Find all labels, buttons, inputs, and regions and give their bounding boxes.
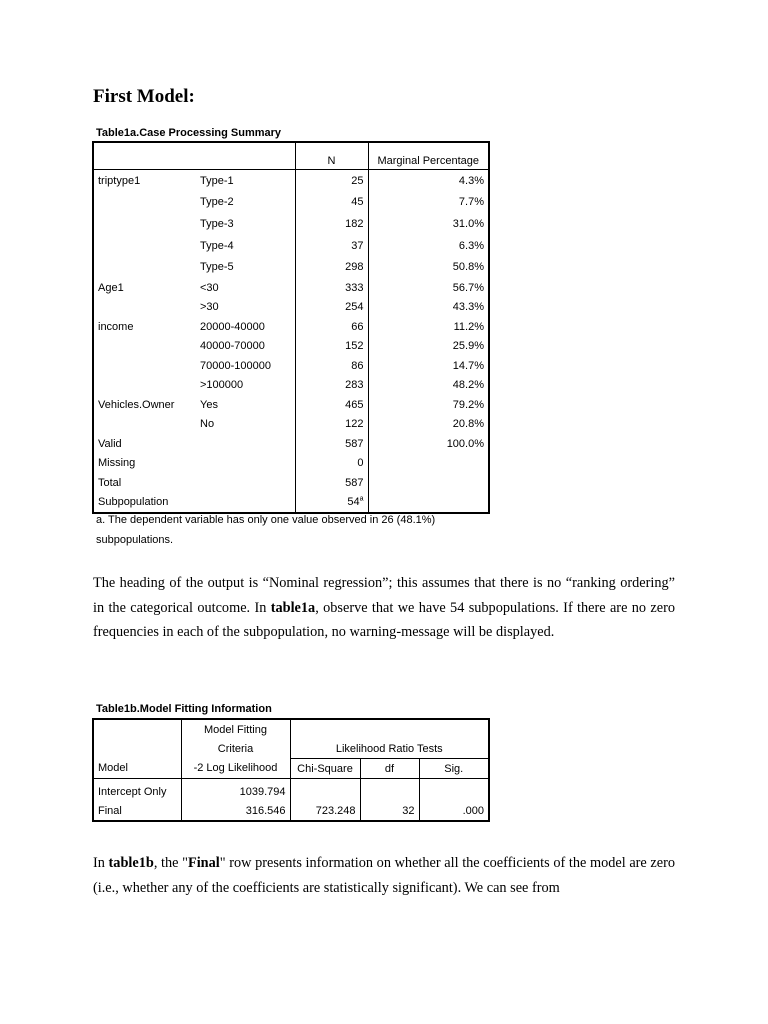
row-percentage-value: [368, 453, 489, 473]
header-neg2-log-likelihood: -2 Log Likelihood: [181, 759, 290, 779]
row-category-label: No: [200, 418, 215, 431]
row-percentage-value: 25.9%: [368, 336, 489, 356]
paragraph-text: The heading of the output is “Nominal regression”; this assumes that there is no “ranking ordering” in the categorical outcome. In: [93, 575, 675, 616]
table1a-footnote-line1: a. The dependent variable has only one value observed in 26 (48.1%): [96, 514, 436, 526]
row-n-value: 0: [295, 453, 368, 473]
header-blank: [290, 719, 489, 739]
row-group-label: Age1: [98, 281, 124, 294]
row-n-value: 25: [295, 170, 368, 192]
row-percentage-value: 50.8%: [368, 256, 489, 278]
row-n-value: 86: [295, 356, 368, 376]
row-category-label: Type-4: [200, 239, 234, 252]
case-processing-summary-table: [92, 141, 490, 514]
paragraph-2: [93, 851, 675, 900]
row-category-label: 20000-40000: [200, 320, 265, 333]
paragraph-1: [93, 571, 675, 645]
row-sig: .000: [419, 801, 489, 821]
row-percentage-value: 43.3%: [368, 297, 489, 317]
paragraph-bold: table1a: [270, 599, 316, 616]
row-n-value: 122: [295, 414, 368, 434]
row-model-label: Final: [98, 804, 122, 817]
row-category-label: 70000-100000: [200, 359, 271, 372]
table-row: [93, 317, 489, 337]
row-group-label: [93, 297, 196, 317]
table-row: [93, 414, 489, 434]
paragraph-bold: table1b: [108, 855, 154, 871]
row-n-value: 152: [295, 336, 368, 356]
table-row: [93, 801, 489, 821]
row-n-value: 283: [295, 375, 368, 395]
row-group-label: [93, 213, 196, 235]
row-df: 32: [360, 801, 419, 821]
row-chi-square: 723.248: [290, 801, 360, 821]
row-group-label: Subpopulation: [98, 496, 169, 509]
row-group-label: [93, 256, 196, 278]
row-n-value: 254: [295, 297, 368, 317]
table-row: [93, 213, 489, 235]
header-marginal-percentage: Marginal Percentage: [368, 142, 489, 170]
table-row: [93, 434, 489, 454]
paragraph-text: In: [93, 855, 109, 871]
table1b-caption: Table1b.Model Fitting Information: [96, 703, 272, 715]
row-n-value: 54$^a$: [295, 492, 368, 513]
row-group-label: [93, 356, 196, 376]
row-n-value: 587: [295, 434, 368, 454]
table-row: [93, 375, 489, 395]
header-blank: [196, 142, 295, 170]
row-category-label: Type-5: [200, 261, 234, 274]
header-df: df: [360, 759, 419, 779]
row-percentage-value: 6.3%: [368, 235, 489, 257]
header-likelihood-ratio-tests: Likelihood Ratio Tests: [290, 739, 489, 759]
row-group-label: [93, 336, 196, 356]
row-chi-square: [290, 779, 360, 802]
row-group-label: [93, 235, 196, 257]
table1a-caption: Table1a.Case Processing Summary: [96, 127, 282, 139]
row-percentage-value: 20.8%: [368, 414, 489, 434]
row-category-label: >100000: [200, 379, 244, 392]
row-percentage-value: 79.2%: [368, 395, 489, 415]
row-n-value: 298: [295, 256, 368, 278]
row-group-label: triptype1: [98, 174, 141, 187]
paragraph-bold: Final: [187, 855, 220, 871]
header-model: Model: [93, 759, 181, 779]
row-percentage-value: 100.0%: [368, 434, 489, 454]
header-model-fitting: Model Fitting: [181, 719, 290, 739]
header-blank: [93, 719, 181, 739]
header-row-1: [93, 719, 489, 739]
row-percentage-value: 48.2%: [368, 375, 489, 395]
row-category-label: [196, 453, 295, 473]
row-category-label: >30: [200, 301, 219, 314]
paragraph-text: , the ": [153, 855, 188, 871]
header-chi-square: Chi-Square: [290, 759, 360, 779]
header-sig: Sig.: [419, 759, 489, 779]
footnote-marker: a: [359, 495, 364, 503]
table-row: [93, 192, 489, 214]
row-percentage-value: 31.0%: [368, 213, 489, 235]
table-row: [93, 395, 489, 415]
table-row: [93, 170, 489, 192]
row-neg2-log-likelihood: 316.546: [181, 801, 290, 821]
row-percentage-value: 14.7%: [368, 356, 489, 376]
row-n-value: 333: [295, 278, 368, 298]
table-header-row: [93, 142, 489, 170]
row-category-label: Yes: [200, 398, 218, 411]
header-row-3: [93, 759, 489, 779]
row-n-value: 45: [295, 192, 368, 214]
table1a-footnote-line2: subpopulations.: [96, 534, 174, 546]
row-n-value: 66: [295, 317, 368, 337]
row-percentage-value: 4.3%: [368, 170, 489, 192]
table-row: [93, 235, 489, 257]
row-percentage-value: [368, 492, 489, 513]
row-category-label: Type-1: [200, 174, 234, 187]
row-percentage-value: 7.7%: [368, 192, 489, 214]
paragraph-text: " row presents information on whether all the coefficients of the model are zero (i.e., whether any of the coefficients are statistically significant). We can see from: [93, 855, 676, 896]
table-row: [93, 453, 489, 473]
header-row-2: [93, 739, 489, 759]
table-row: [93, 473, 489, 493]
row-group-label: Valid: [98, 437, 122, 450]
row-group-label: Missing: [98, 457, 136, 470]
table-row: [93, 779, 489, 802]
row-percentage-value: [368, 473, 489, 493]
row-neg2-log-likelihood: 1039.794: [181, 779, 290, 802]
row-group-label: [93, 375, 196, 395]
row-category-label: <30: [200, 281, 219, 294]
table-row: [93, 278, 489, 298]
section-heading: First Model:: [93, 86, 195, 107]
row-group-label: Total: [98, 476, 122, 489]
table-row: [93, 356, 489, 376]
row-n-value: 587: [295, 473, 368, 493]
table-row: [93, 256, 489, 278]
row-category-label: Type-3: [200, 217, 234, 230]
header-blank: [93, 142, 196, 170]
row-group-label: Vehicles.Owner: [98, 398, 175, 411]
row-n-value: 465: [295, 395, 368, 415]
row-n-value: 37: [295, 235, 368, 257]
row-category-label: [196, 492, 295, 513]
row-percentage-value: 56.7%: [368, 278, 489, 298]
row-percentage-value: 11.2%: [368, 317, 489, 337]
table-row: [93, 492, 489, 513]
row-group-label: [93, 192, 196, 214]
row-model-label: Intercept Only: [98, 785, 167, 798]
table-row: [93, 336, 489, 356]
header-n: N: [295, 142, 368, 170]
row-category-label: Type-2: [200, 196, 234, 209]
header-criteria: Criteria: [181, 739, 290, 759]
row-group-label: [93, 414, 196, 434]
row-sig: [419, 779, 489, 802]
row-group-label: income: [98, 320, 134, 333]
header-blank: [93, 739, 181, 759]
row-df: [360, 779, 419, 802]
table-row: [93, 297, 489, 317]
model-fitting-information-table: [92, 718, 490, 822]
paragraph-text: , observe that we have 54 subpopulations. If there are no zero frequencies in each of the subpopulation, no warning-message will be displayed.: [93, 599, 675, 641]
row-category-label: 40000-70000: [200, 340, 265, 353]
row-n-value: 182: [295, 213, 368, 235]
row-category-label: [196, 434, 295, 454]
row-category-label: [196, 473, 295, 493]
